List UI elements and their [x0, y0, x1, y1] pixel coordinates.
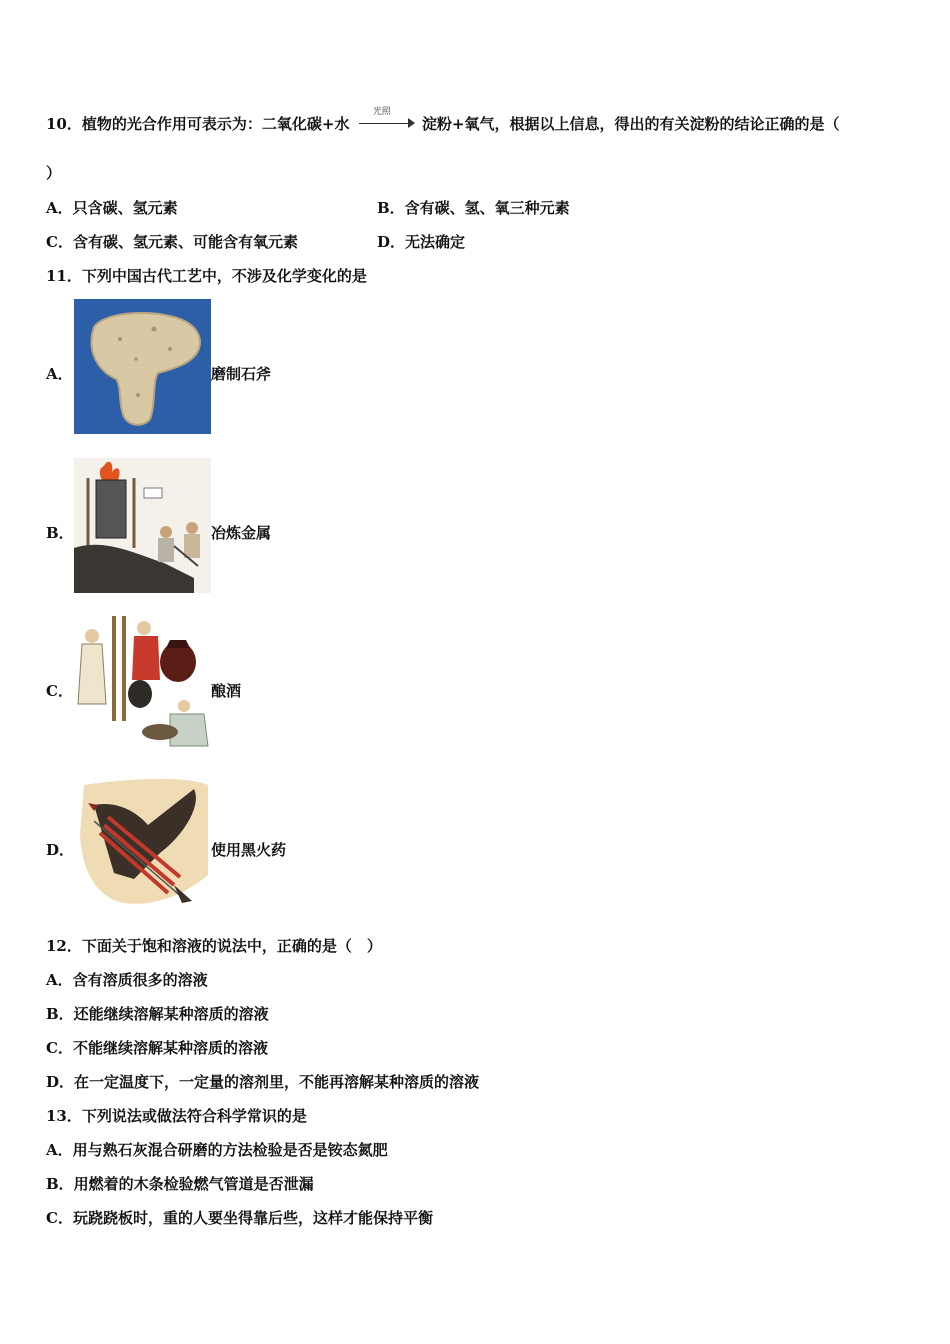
q13-option-c: C．玩跷跷板时，重的人要坐得靠后些，这样才能保持平衡 [46, 1209, 433, 1227]
q12-option-c: C．不能继续溶解某种溶质的溶液 [46, 1039, 268, 1057]
q11-option-c-text: 酿酒 [211, 682, 242, 700]
wine-brewing-image [74, 616, 211, 751]
q10-stem-part2: 淀粉+氧气，根据以上信息，得出的有关淀粉的结论正确的是（ [421, 115, 840, 133]
q13-option-b: B．用燃着的木条检验燃气管道是否泄漏 [46, 1175, 314, 1193]
q10-stem-part1: 10．植物的光合作用可表示为：二氧化碳+水 [46, 115, 350, 133]
gunpowder-rocket-image [74, 775, 211, 910]
q12-option-a: A．含有溶质很多的溶液 [46, 971, 208, 989]
arrow-head-icon [408, 118, 415, 128]
q13-option-a: A．用与熟石灰混合研磨的方法检验是否是铵态氮肥 [46, 1141, 388, 1159]
q11-option-a-text: 磨制石斧 [211, 365, 272, 383]
q10-option-d: D．无法确定 [377, 233, 466, 251]
metal-smelting-image [74, 458, 211, 593]
q11-option-b-text: 冶炼金属 [211, 524, 272, 542]
q10-option-c: C．含有碳、氢元素、可能含有氧元素 [46, 233, 298, 251]
q10-option-b: B．含有碳、氢、氧三种元素 [377, 199, 570, 217]
q12-option-d: D．在一定温度下，一定量的溶剂里，不能再溶解某种溶质的溶液 [46, 1073, 480, 1091]
q11-stem: 11．下列中国古代工艺中，不涉及化学变化的是 [46, 267, 367, 285]
q11-option-d-text: 使用黑火药 [211, 841, 287, 859]
stone-axe-image [74, 299, 211, 434]
q11-option-d-letter: D． [46, 841, 75, 859]
reaction-arrow [355, 107, 417, 134]
q11-option-c-letter: C． [46, 682, 73, 700]
q13-stem: 13．下列说法或做法符合科学常识的是 [46, 1107, 307, 1125]
q10-option-a: A．只含碳、氢元素 [46, 199, 178, 217]
q11-option-b-letter: B． [46, 524, 74, 542]
q10-stem-close: ） [46, 164, 62, 182]
q12-option-b: B．还能继续溶解某种溶质的溶液 [46, 1005, 269, 1023]
q11-option-a-letter: A． [46, 365, 73, 383]
reaction-condition: 光照 [372, 107, 391, 117]
arrow-shaft [359, 123, 409, 124]
q12-stem: 12．下面关于饱和溶液的说法中，正确的是（ ） [46, 937, 382, 955]
q10-stem [46, 107, 840, 134]
